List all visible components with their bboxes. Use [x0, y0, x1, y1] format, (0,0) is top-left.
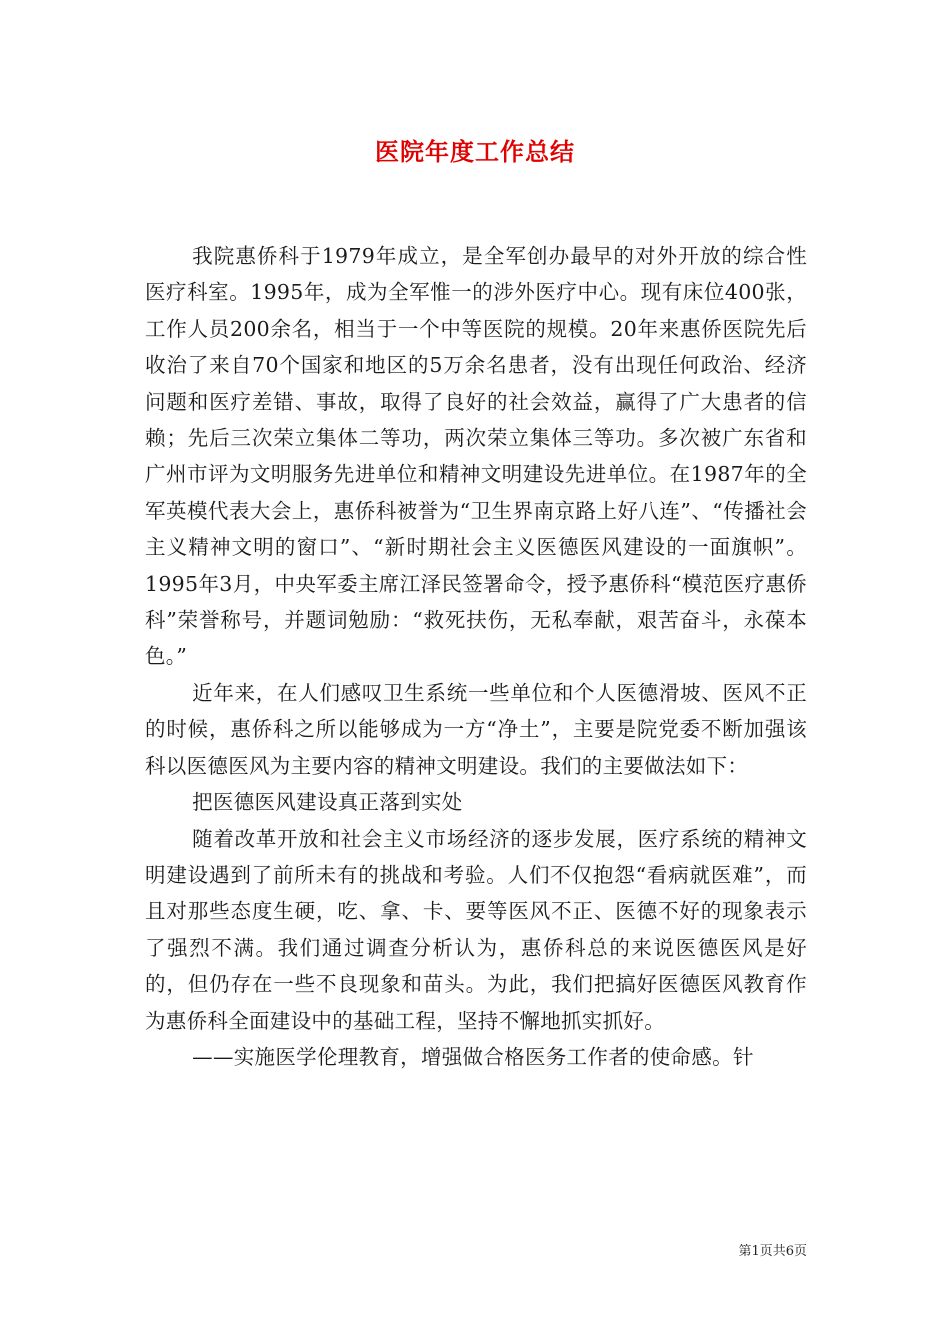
paragraph-reform: 随着改革开放和社会主义市场经济的逐步发展，医疗系统的精神文明建设遇到了前所未有的挑战和考验。人们不仅抱怨“看病就医难”，而且对那些态度生硬，吃、拿、卡、要等医风不正、医德不好的现象表示了强烈不满。我们通过调查分析认为，惠侨科总的来说医德医风是好的，但仍存在一些不良现象和苗头。为此，我们把搞好医德医风教育作为惠侨科全面建设中的基础工程，坚持不懈地抓实抓好。 [145, 826, 807, 1033]
paragraph-recent-years: 近年来，在人们感叹卫生系统一些单位和个人医德滑坡、医风不正的时候，惠侨科之所以能够成为一方“净土”，主要是院党委不断加强该科以医德医风为主要内容的精神文明建设。我们的主要做法如下： [145, 680, 807, 778]
section-heading: 把医德医风建设真正落到实处 [192, 790, 463, 815]
paragraph-intro: 我院惠侨科于1979年成立，是全军创办最早的对外开放的综合性医疗科室。1995年，成为全军惟一的涉外医疗中心。现有床位400张，工作人员200余名，相当于一个中等医院的规模。20年来惠侨医院先后收治了来自70个国家和地区的5万余名患者，没有出现任何政治、经济问题和医疗差错、事故，取得了良好的社会效益，赢得了广大患者的信赖；先后三次荣立集体二等功，两次荣立集体三等功。多次被广东省和广州市评为文明服务先进单位和精神文明建设先进单位。在1987年的全军英模代表大会上，惠侨科被誉为“卫生界南京路上好八连”、“传播社会主义精神文明的窗口”、“新时期社会主义医德医风建设的一面旗帜”。1995年3月，中央军委主席江泽民签署命令，授予惠侨科“模范医疗惠侨科”荣誉称号，并题词勉励：“救死扶伤，无私奉献，艰苦奋斗，永葆本色。” [145, 244, 807, 669]
page-number-footer: 第1页共6页 [738, 1244, 807, 1259]
paragraph-ethics-education: ——实施医学伦理教育，增强做合格医务工作者的使命感。针 [192, 1044, 754, 1069]
document-title: 医院年度工作总结 [375, 138, 575, 166]
document-body [145, 238, 807, 1075]
